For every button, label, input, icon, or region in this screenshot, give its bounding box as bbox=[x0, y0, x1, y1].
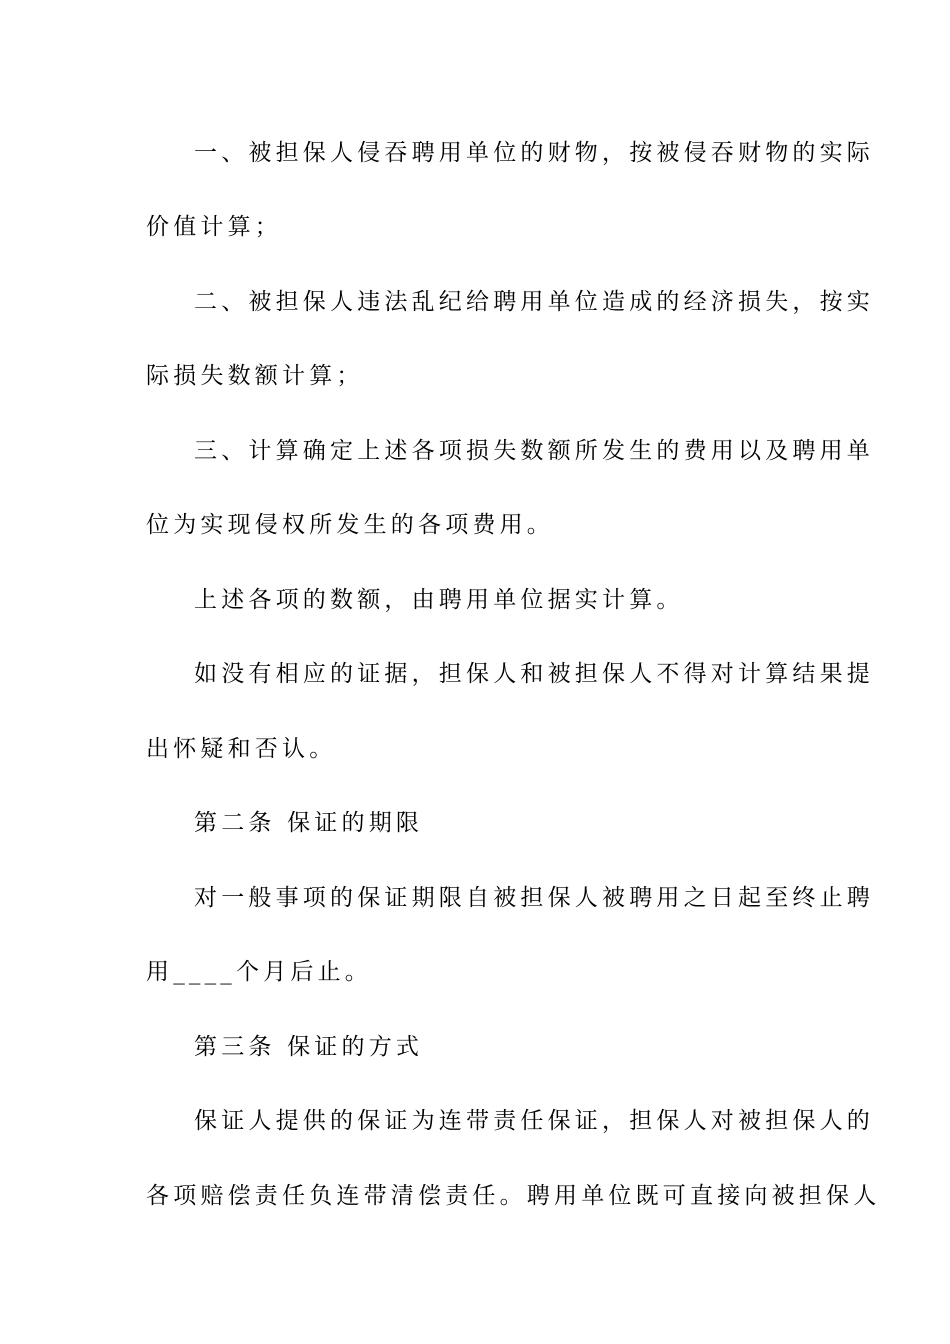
article-3-text-line-1: 保证人提供的保证为连带责任保证，担保人对被担保人的 bbox=[194, 1108, 874, 1134]
clause-1-line-2: 价值计算； bbox=[146, 214, 282, 240]
clause-3-line-1: 三、计算确定上述各项损失数额所发生的费用以及聘用单 bbox=[194, 438, 874, 464]
clause-2-line-2: 际损失数额计算； bbox=[146, 363, 364, 389]
article-3-heading: 第三条 保证的方式 bbox=[194, 1034, 424, 1060]
clause-1-line-1: 一、被担保人侵吞聘用单位的财物，按被侵吞财物的实际 bbox=[194, 140, 874, 166]
evidence-paragraph-line-2: 出怀疑和否认。 bbox=[146, 736, 337, 762]
calculation-paragraph: 上述各项的数额，由聘用单位据实计算。 bbox=[194, 587, 684, 613]
article-3-text-line-2: 各项赔偿责任负连带清偿责任。聘用单位既可直接向被担保人 bbox=[146, 1183, 881, 1209]
article-2-heading: 第二条 保证的期限 bbox=[194, 810, 424, 836]
article-2-text-line-1: 对一般事项的保证期限自被担保人被聘用之日起至终止聘 bbox=[194, 885, 874, 911]
article-2-text-line-2: 用____个月后止。 bbox=[146, 959, 372, 985]
evidence-paragraph-line-1: 如没有相应的证据，担保人和被担保人不得对计算结果提 bbox=[194, 661, 874, 687]
clause-3-line-2: 位为实现侵权所发生的各项费用。 bbox=[146, 512, 554, 538]
clause-2-line-1: 二、被担保人违法乱纪给聘用单位造成的经济损失，按实 bbox=[194, 289, 874, 315]
